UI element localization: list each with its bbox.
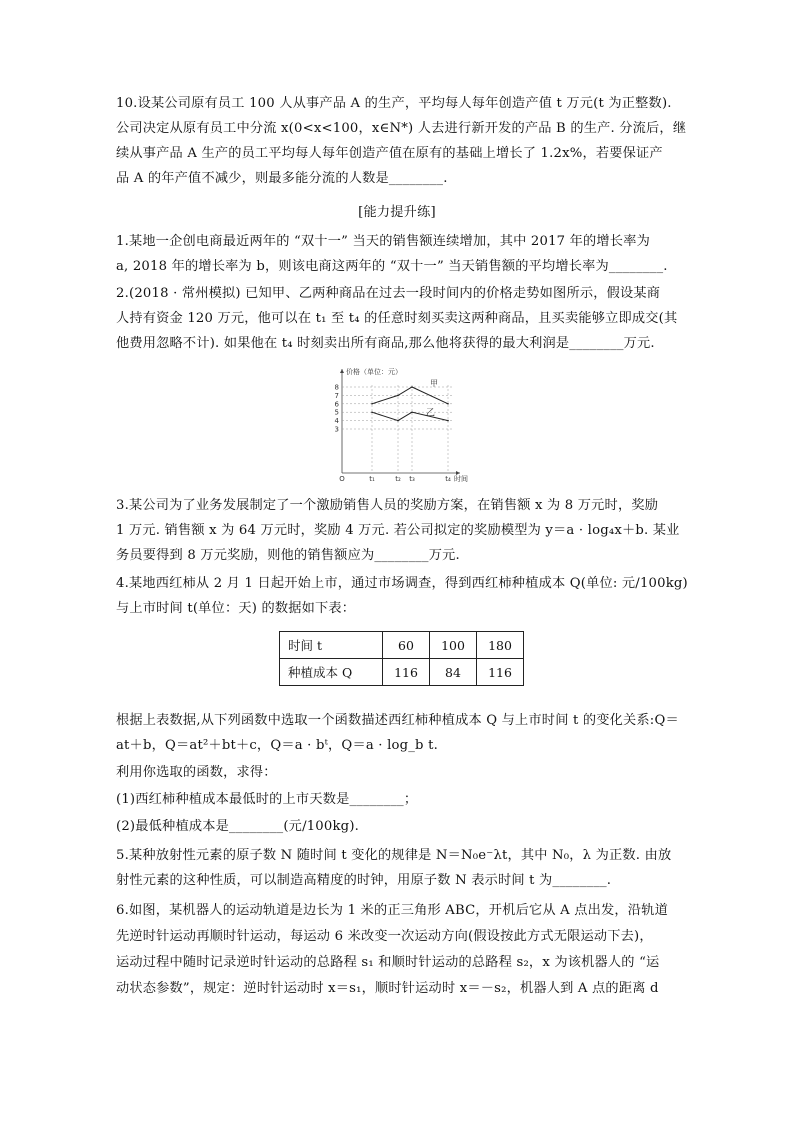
- series-point: [447, 420, 449, 422]
- p6-line-4: 动状态参数”，规定：逆时针运动时 x＝s₁，顺时针运动时 x＝－s₂，机器人到 A 点的距离 d: [116, 981, 659, 996]
- x-tick-label: O: [339, 475, 345, 483]
- p6-line-1: 6.如图，某机器人的运动轨道是边长为 1 米的正三角形 ABC，开机后它从 A 点出发，沿轨道: [116, 903, 668, 918]
- p6-line-2: 先逆时针运动再顺时针运动，每运动 6 米改变一次运动方向(假设按此方式无限运动下去)，: [116, 929, 653, 944]
- y-tick-label: 6: [334, 400, 339, 409]
- y-tick-label: 3: [334, 425, 339, 434]
- p4-line-1: 4.某地西红柿从 2 月 1 日起开始上市，通过市场调查，得到西红柿种植成本 Q(单位: 元/100kg): [116, 576, 688, 591]
- x-tick-label: t₄: [445, 475, 451, 483]
- p2-line-1: 2.(2018 · 常州模拟) 已知甲、乙两种商品在过去一段时间内的价格走势如图所示，假设某商: [116, 286, 661, 301]
- series-point: [411, 386, 413, 388]
- p4-after-3: 利用你选取的函数，求得：: [116, 765, 277, 780]
- section-title: [能力提升练]: [358, 205, 436, 220]
- p3-line-2: 1 万元. 销售额 x 为 64 万元时，奖励 4 万元. 若公司拟定的奖励模型为 y＝a · log₄x＋b. 某业: [116, 523, 680, 538]
- table-cell: 116: [383, 659, 430, 686]
- x-tick-label: t₂: [395, 475, 401, 483]
- table-cell: 116: [477, 659, 524, 686]
- p4-after-2: at＋b，Q＝at²＋bt＋c，Q＝a · bᵗ，Q＝a · log_b t.: [116, 738, 438, 753]
- series-point: [447, 403, 449, 405]
- p4-after-5: (2)最低种植成本是________(元/100kg).: [116, 819, 360, 834]
- table-cell: 100: [430, 632, 477, 659]
- table-cell: 时间 t: [280, 632, 383, 659]
- series-point: [411, 411, 413, 413]
- table-row: [280, 659, 524, 686]
- x-axis-label: 时间: [454, 475, 468, 483]
- p1-line-2: a, 2018 年的增长率为 b，则该电商这两年的 “双十一” 当天销售额的平均增长率为________.: [116, 259, 668, 274]
- q10-line-2: 公司决定从原有员工中分流 x(0<x<100，x∈N*) 人去进行新开发的产品 B 的生产. 分流后，继: [116, 121, 687, 136]
- price-trend-chart: [330, 365, 468, 483]
- p5-line-2: 射性元素的这种性质，可以制造高精度的时钟，用原子数 N 表示时间 t 为________.: [116, 873, 612, 888]
- series-point: [371, 411, 373, 413]
- y-tick-label: 8: [334, 383, 339, 392]
- x-tick-label: t₁: [369, 475, 375, 483]
- series-point: [397, 420, 399, 422]
- series-label-jia: 甲: [430, 379, 438, 389]
- table-cell: 种植成本 Q: [280, 659, 383, 686]
- series-point: [371, 403, 373, 405]
- y-tick-label: 7: [334, 391, 339, 400]
- p2-line-2: 人持有资金 120 万元，他可以在 t₁ 至 t₄ 的任意时刻买卖这两种商品，且买卖能够立即成交(其: [116, 311, 678, 326]
- table-cell: 84: [430, 659, 477, 686]
- q10-line-1: 10.设某公司原有员工 100 人从事产品 A 的生产，平均每人每年创造产值 t 万元(t 为正整数).: [116, 96, 672, 111]
- table-row: [280, 632, 524, 659]
- cost-table: [279, 631, 524, 686]
- p2-line-3: 他费用忽略不计). 如果他在 t₄ 时刻卖出所有商品,那么他将获得的最大利润是________万元.: [116, 336, 655, 351]
- series-point: [397, 395, 399, 397]
- table-cell: 60: [383, 632, 430, 659]
- q10-line-3: 续从事产品 A 生产的员工平均每人每年创造产值在原有的基础上增长了 1.2x%，若要保证产: [116, 146, 663, 161]
- series-line-2: [372, 412, 448, 420]
- p5-line-1: 5.某种放射性元素的原子数 N 随时间 t 变化的规律是 N＝N₀e⁻λt，其中 N₀，λ 为正数. 由放: [116, 848, 672, 863]
- p4-line-2: 与上市时间 t(单位：天) 的数据如下表：: [116, 601, 356, 616]
- table-cell: 180: [477, 632, 524, 659]
- x-tick-label: t₃: [409, 475, 415, 483]
- y-axis-arrow: [340, 369, 344, 373]
- y-tick-label: 5: [334, 408, 339, 417]
- y-axis-label: 价格（单位：元）: [346, 368, 402, 376]
- p4-after-1: 根据上表数据,从下列函数中选取一个函数描述西红柿种植成本 Q 与上市时间 t 的变化关系:Q＝: [116, 713, 679, 728]
- y-tick-label: 4: [334, 417, 339, 426]
- p3-line-1: 3.某公司为了业务发展制定了一个激励销售人员的奖励方案，在销售额 x 为 8 万元时，奖励: [116, 498, 659, 513]
- p4-after-4: (1)西红柿种植成本最低时的上市天数是________；: [116, 792, 418, 807]
- p3-line-3: 务员要得到 8 万元奖励，则他的销售额应为________万元.: [116, 548, 460, 563]
- p1-line-1: 1.某地一企创电商最近两年的 “双十一” 当天的销售额连续增加，其中 2017 年的增长率为: [116, 234, 650, 249]
- series-label-yi: 乙: [426, 408, 436, 419]
- q10-line-4: 品 A 的年产值不减少，则最多能分流的人数是________.: [116, 171, 448, 186]
- p6-line-3: 运动过程中随时记录逆时针运动的总路程 s₁ 和顺时针运动的总路程 s₂，x 为该机器人的 “运: [116, 955, 660, 970]
